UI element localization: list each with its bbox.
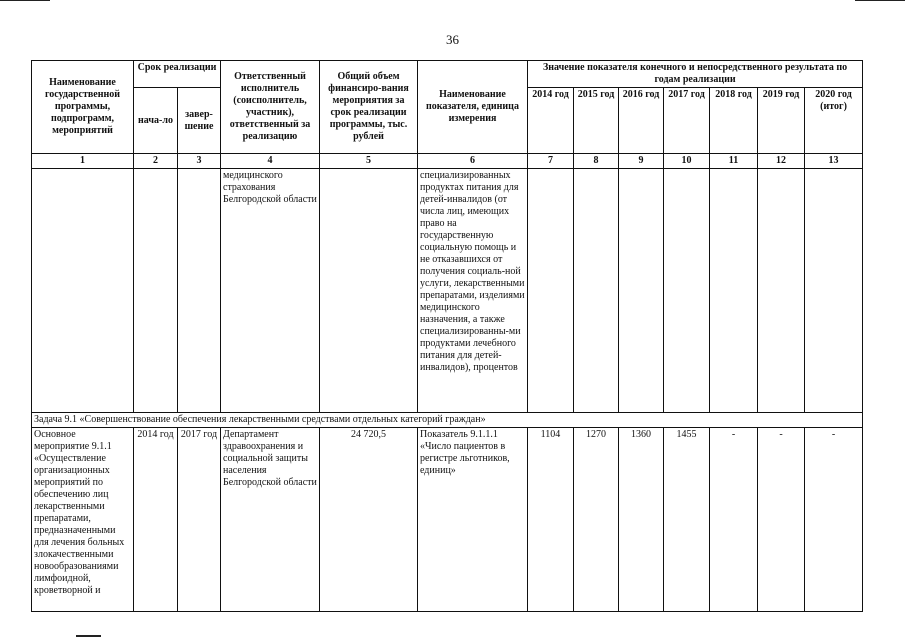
event-end: 2017 год (178, 428, 221, 612)
event-value-2017: 1455 (664, 428, 710, 612)
header-year-2018: 2018 год (710, 88, 758, 154)
cell-empty (805, 169, 863, 413)
continued-indicator: специализированных продуктах питания для детей-инвалидов (от числа лиц, имеющих право на государственную социальную помощь и не отказавшихся от получения социаль-ной услуги, лекарственными препаратами, изделиями медицинского назначения, а также специализированны-ми продуктами лечебного питания для детей-инвалидов), процентов (418, 169, 528, 413)
header-start: нача-ло (134, 88, 178, 154)
column-number: 7 (528, 154, 574, 169)
header-year-2017: 2017 год (664, 88, 710, 154)
task-title: Задача 9.1 «Совершенствование обеспечения лекарственными средствами отдельных категорий граждан» (32, 413, 863, 428)
header-program-name: Наименование государственной программы, подпрограмм, мероприятий (32, 61, 134, 154)
event-value-2019: - (758, 428, 805, 612)
event-value-2014: 1104 (528, 428, 574, 612)
column-number: 11 (710, 154, 758, 169)
page-number: 36 (446, 32, 459, 47)
header-year-2019: 2019 год (758, 88, 805, 154)
footnote-rule (76, 635, 101, 637)
top-rule-right (855, 0, 905, 1)
event-value-2015: 1270 (574, 428, 619, 612)
event-value-2016: 1360 (619, 428, 664, 612)
event-start: 2014 год (134, 428, 178, 612)
cell-empty (758, 169, 805, 413)
column-number: 5 (320, 154, 418, 169)
program-table (31, 60, 863, 612)
event-financing: 24 720,5 (320, 428, 418, 612)
continued-row (32, 169, 863, 413)
event-row (32, 428, 863, 612)
header-executor: Ответственный исполнитель (соисполнитель, участник), ответственный за реализацию (221, 61, 320, 154)
header-term: Срок реализации (134, 61, 221, 88)
continued-executor: медицинского страхования Белгородской области (221, 169, 320, 413)
header-end: завер-шение (178, 88, 221, 154)
event-value-2018: - (710, 428, 758, 612)
event-executor: Департамент здравоохранения и социальной защиты населения Белгородской области (221, 428, 320, 612)
event-indicator: Показатель 9.1.1.1 «Число пациентов в регистре льготников, единиц» (418, 428, 528, 612)
column-number: 13 (805, 154, 863, 169)
column-number: 6 (418, 154, 528, 169)
header-indicator: Наименование показателя, единица измерения (418, 61, 528, 154)
header-year-2020: 2020 год (итог) (805, 88, 863, 154)
cell-empty (619, 169, 664, 413)
cell-empty (528, 169, 574, 413)
header-year-2014: 2014 год (528, 88, 574, 154)
column-number: 1 (32, 154, 134, 169)
task-row (32, 413, 863, 428)
cell-empty (178, 169, 221, 413)
event-value-2020: - (805, 428, 863, 612)
top-rule-left (0, 0, 50, 1)
header-year-2016: 2016 год (619, 88, 664, 154)
column-number: 4 (221, 154, 320, 169)
cell-empty (32, 169, 134, 413)
header-row-1 (32, 61, 863, 88)
cell-empty (574, 169, 619, 413)
header-year-2015: 2015 год (574, 88, 619, 154)
column-number: 3 (178, 154, 221, 169)
column-number: 8 (574, 154, 619, 169)
event-name: Основное мероприятие 9.1.1 «Осуществление организационных мероприятий по обеспечению лиц лекарственными препаратами, предназначенными для лечения больных злокачественными новообразованиями лимфоидной, кроветворной и (32, 428, 134, 612)
cell-empty (134, 169, 178, 413)
cell-empty (710, 169, 758, 413)
column-number: 2 (134, 154, 178, 169)
cell-empty (664, 169, 710, 413)
column-number: 10 (664, 154, 710, 169)
column-number-row (32, 154, 863, 169)
column-number: 9 (619, 154, 664, 169)
header-values-group: Значение показателя конечного и непосредственного результата по годам реализации (528, 61, 863, 88)
cell-empty (320, 169, 418, 413)
header-financing: Общий объем финансиро-вания мероприятия за срок реализации программы, тыс. рублей (320, 61, 418, 154)
column-number: 12 (758, 154, 805, 169)
